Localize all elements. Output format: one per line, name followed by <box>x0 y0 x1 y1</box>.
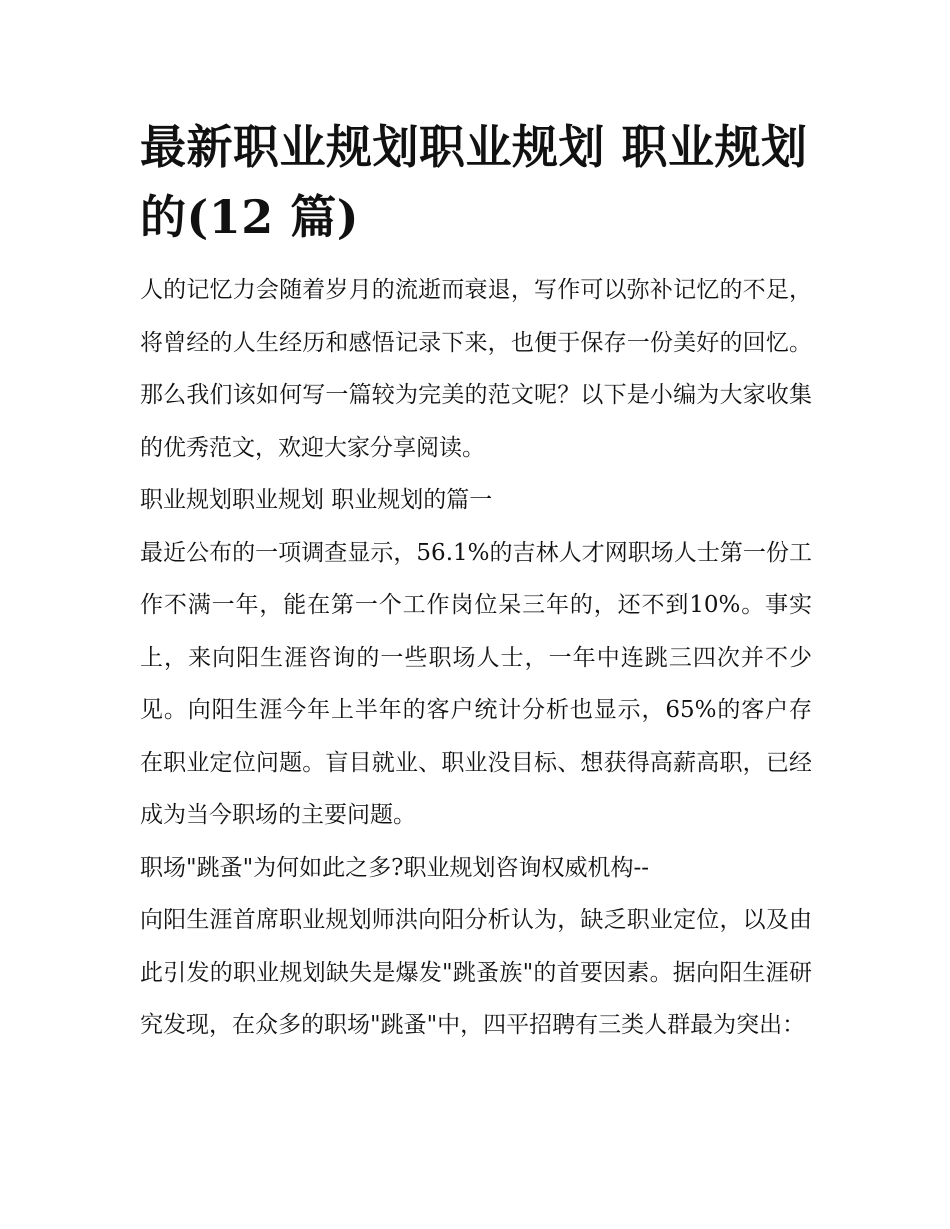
section-heading: 职业规划职业规划 职业规划的篇一 <box>140 487 493 513</box>
subheading: 职场"跳蚤"为何如此之多?职业规划咨询权威机构-- <box>140 854 650 881</box>
intro-paragraph: 人的记忆力会随着岁月的流逝而衰退，写作可以弥补记忆的不足，将曾经的人生经历和感悟记录下来，也便于保存一份美好的回忆。那么我们该如何写一篇较为完美的范文呢？以下是小编为大家收集的优秀范文，欢迎大家分享阅读。 <box>140 277 812 461</box>
document-title: 最新职业规划职业规划 职业规划的(12 篇) <box>140 120 808 244</box>
body-paragraph-2: 向阳生涯首席职业规划师洪向阳分析认为，缺乏职业定位，以及由此引发的职业规划缺失是爆发"跳蚤族"的首要因素。据向阳生涯研究发现，在众多的职场"跳蚤"中，四平招聘有三类人群最为突出： <box>140 907 812 1038</box>
document-page <box>140 112 812 1052</box>
body-paragraph-1: 最近公布的一项调查显示，56.1%的吉林人才网职场人士第一份工作不满一年，能在第一个工作岗位呆三年的，还不到10%。事实上，来向阳生涯咨询的一些职场人士，一年中连跳三四次并不少见。向阳生涯今年上半年的客户统计分析也显示，65%的客户存在职业定位问题。盲目就业、职业没目标、想获得高薪高职，已经成为当今职场的主要问题。 <box>140 539 812 828</box>
